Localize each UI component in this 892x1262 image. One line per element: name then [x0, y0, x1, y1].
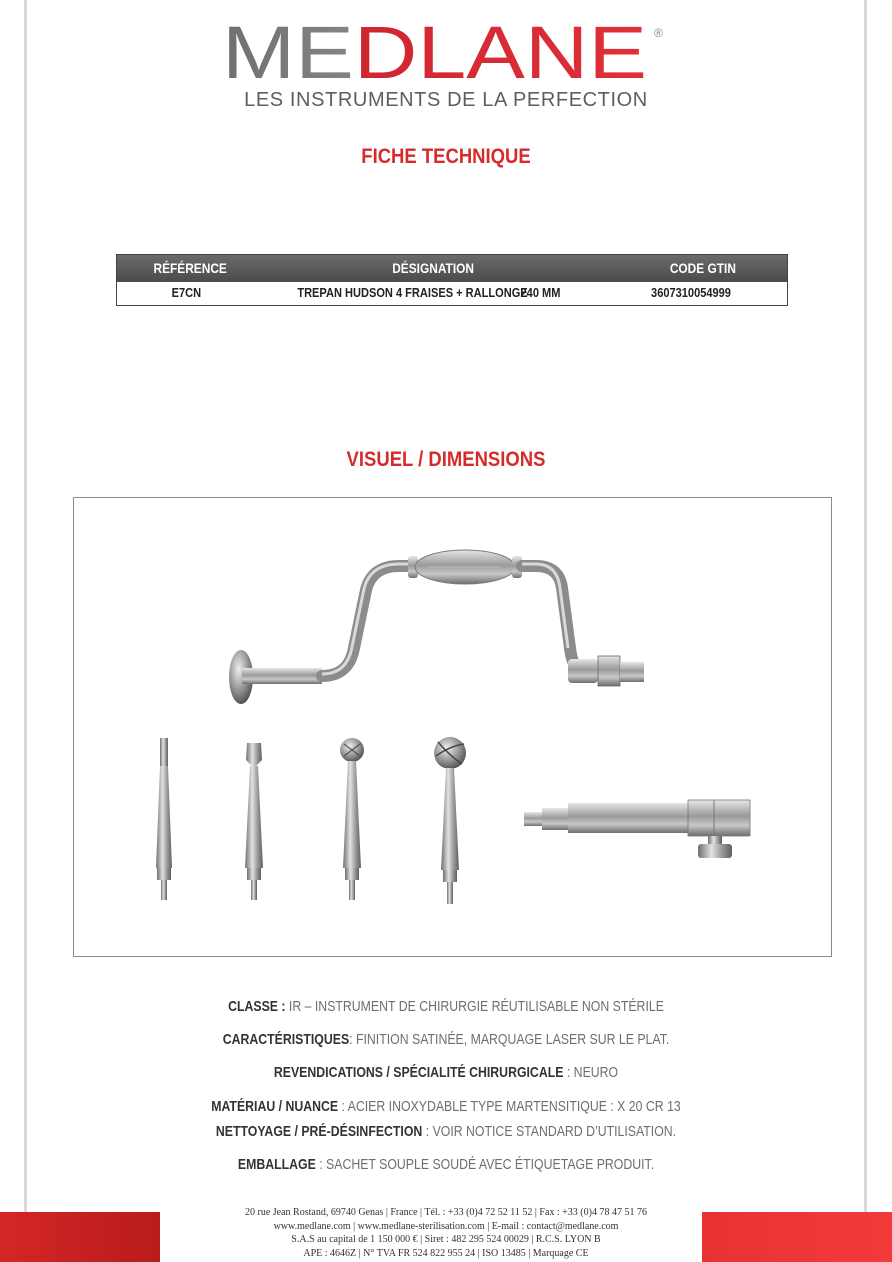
reference-table — [116, 254, 788, 306]
registered-mark: ® — [654, 26, 663, 40]
spec-emballage — [80, 1156, 811, 1173]
spec-nettoyage-label: NETTOYAGE / PRÉ-DÉSINFECTION — [215, 1123, 423, 1140]
svg-text:MEDLANE: ME DLANE — [222, 22, 601, 84]
spec-emballage-value: : SACHET SOUPLE SOUDÉ AVEC ÉTIQUETAGE PRODUIT. — [319, 1156, 655, 1173]
cell-gtin: 3607310054999 — [651, 285, 731, 300]
spec-classe-label: CLASSE : — [228, 998, 286, 1015]
right-border-line — [864, 0, 867, 1212]
spec-nettoyage — [80, 1123, 811, 1140]
instrument-visual-box — [73, 497, 832, 957]
ball-burr-3 — [340, 738, 364, 900]
hudson-brace-handle — [229, 550, 644, 704]
header-gtin: CODE GTIN — [669, 260, 736, 276]
cell-reference: E7CN — [171, 285, 202, 300]
footer-company-line: S.A.S au capital de 1 150 000 € | Siret : 482 295 524 00029 | R.C.S. LYON B — [291, 1234, 601, 1245]
spec-materiau-label: MATÉRIAU / NUANCE — [211, 1098, 339, 1115]
spec-revendications-label: REVENDICATIONS / SPÉCIALITÉ CHIRURGICALE — [273, 1064, 564, 1081]
spec-revendications — [80, 1064, 811, 1081]
ball-burr-4 — [434, 737, 466, 904]
tagline: LES INSTRUMENTS DE LA PERFECTION — [244, 89, 648, 111]
spec-nettoyage-value: : VOIR NOTICE STANDARD D’UTILISATION. — [425, 1123, 677, 1140]
visuel-dimensions-title: VISUEL / DIMENSIONS — [346, 448, 546, 471]
perforator-burr-1 — [156, 738, 172, 900]
spec-caracteristiques-value: : FINITION SATINÉE, MARQUAGE LASER SUR LE PLAT. — [349, 1031, 670, 1048]
spec-emballage-label: EMBALLAGE — [237, 1156, 316, 1173]
header-reference: RÉFÉRENCE — [153, 260, 227, 276]
spec-materiau — [80, 1098, 811, 1115]
spec-revendications-value: : NEURO — [566, 1064, 619, 1081]
footer-address-line: 20 rue Jean Rostand, 69740 Genas | France | Tél. : +33 (0)4 72 52 11 52 | Fax : +33 (0)4 78 47 51 76 — [245, 1207, 647, 1218]
spec-caracteristiques-label: CARACTÉRISTIQUES — [222, 1031, 350, 1048]
instrument-illustration — [74, 498, 831, 956]
left-border-line — [24, 0, 27, 1212]
table-header-row — [117, 255, 787, 282]
footer-contact-info — [0, 1206, 892, 1260]
cell-size: 240 MM — [520, 285, 561, 300]
cell-designation: TREPAN HUDSON 4 FRAISES + RALLONGE — [297, 285, 528, 300]
extension-rallonge — [524, 800, 750, 858]
footer-registration-line: APE : 4646Z | N° TVA FR 524 822 955 24 | ISO 13485 | Marquage CE — [303, 1247, 589, 1259]
fiche-technique-title: FICHE TECHNIQUE — [361, 145, 531, 168]
medlane-logo — [222, 22, 674, 84]
spec-materiau-value: : ACIER INOXYDABLE TYPE MARTENSITIQUE : X 20 CR 13 — [341, 1098, 681, 1115]
header-designation: DÉSIGNATION — [392, 260, 474, 276]
spec-classe-value: IR – INSTRUMENT DE CHIRURGIE RÉUTILISABLE NON STÉRILE — [288, 998, 664, 1015]
table-row — [117, 282, 787, 304]
spec-caracteristiques — [80, 1031, 811, 1048]
perforator-burr-2 — [245, 743, 263, 900]
footer-web-line: www.medlane.com | www.medlane-sterilisation.com | E-mail : contact@medlane.com — [273, 1220, 619, 1232]
spec-classe — [80, 998, 811, 1015]
